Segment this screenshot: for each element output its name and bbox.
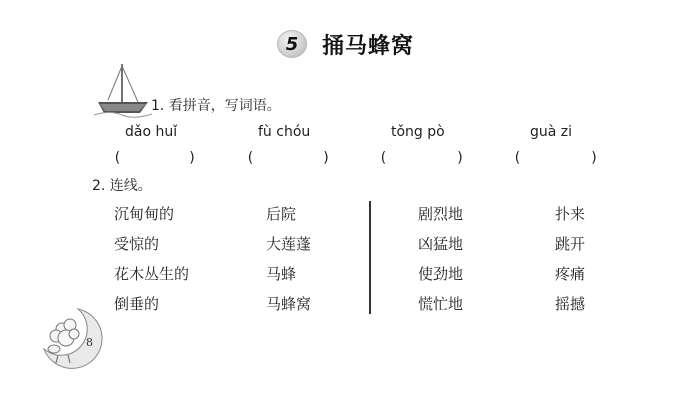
answer-blank-1-open: ( bbox=[113, 150, 122, 166]
column-divider bbox=[369, 201, 371, 314]
answer-blank-1-close: ) bbox=[188, 150, 197, 166]
answer-blank-4-open: ( bbox=[513, 150, 522, 166]
pinyin-4: guà zi bbox=[530, 124, 573, 140]
sailboat-icon bbox=[92, 60, 154, 118]
match-right-a-2: 凶猛地 bbox=[418, 235, 464, 253]
exercise-2-label: 2. 连线。 bbox=[92, 178, 152, 194]
match-left-a-1: 沉甸甸的 bbox=[114, 205, 175, 223]
answer-blank-3-open: ( bbox=[379, 150, 388, 166]
match-left-b-1: 后院 bbox=[266, 205, 297, 223]
match-right-a-1: 剧烈地 bbox=[418, 205, 464, 223]
pinyin-3: tǒng pò bbox=[391, 124, 445, 140]
match-right-a-3: 使劲地 bbox=[418, 265, 464, 283]
lesson-title: 捅马蜂窝 bbox=[322, 34, 415, 59]
answer-blank-3-close: ) bbox=[456, 150, 465, 166]
pinyin-2: fù chóu bbox=[258, 124, 311, 140]
lesson-number: 5 bbox=[285, 33, 299, 55]
moon-sheep-mascot-icon bbox=[38, 305, 110, 373]
match-right-b-4: 摇撼 bbox=[555, 295, 586, 313]
exercise-1-label: 1. 看拼音，写词语。 bbox=[151, 98, 281, 114]
match-left-b-2: 大莲蓬 bbox=[266, 235, 312, 253]
lesson-number-badge bbox=[277, 30, 307, 58]
pinyin-1: dǎo huǐ bbox=[125, 124, 178, 140]
match-right-a-4: 慌忙地 bbox=[418, 295, 464, 313]
match-right-b-1: 扑来 bbox=[555, 205, 586, 223]
match-right-b-2: 跳开 bbox=[555, 235, 586, 253]
match-left-b-3: 马蜂 bbox=[266, 265, 297, 283]
answer-blank-4-close: ) bbox=[590, 150, 599, 166]
answer-blank-2-open: ( bbox=[246, 150, 255, 166]
match-left-b-4: 马蜂窝 bbox=[266, 295, 312, 313]
match-left-a-4: 倒垂的 bbox=[114, 295, 160, 313]
match-left-a-3: 花木丛生的 bbox=[114, 265, 190, 283]
answer-blank-2-close: ) bbox=[322, 150, 331, 166]
match-right-b-3: 疼痛 bbox=[555, 265, 586, 283]
page-number: 8 bbox=[86, 336, 93, 349]
match-left-a-2: 受惊的 bbox=[114, 235, 160, 253]
